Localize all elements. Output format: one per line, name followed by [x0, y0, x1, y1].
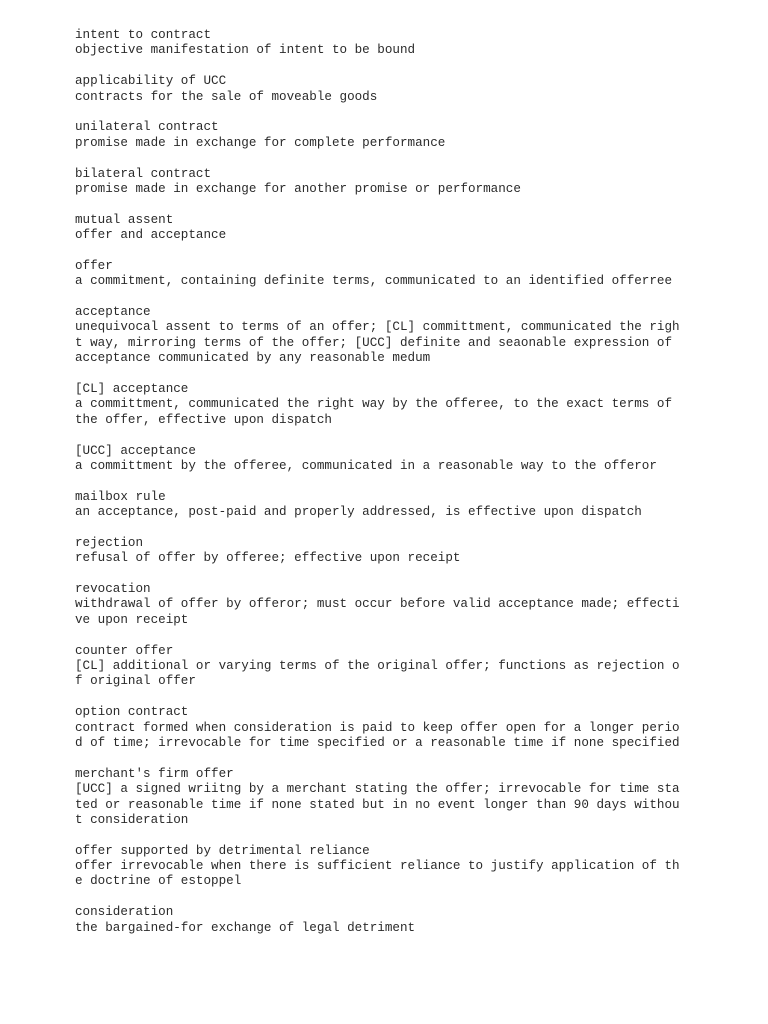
- glossary-entry: [75, 120, 695, 151]
- glossary-entry: [75, 844, 695, 890]
- glossary-entry: [75, 444, 695, 475]
- glossary-entry: [75, 305, 695, 367]
- glossary-entry: [75, 644, 695, 690]
- glossary-definition-line: e doctrine of estoppel: [75, 874, 242, 889]
- glossary-definition-line: offer irrevocable when there is sufficient reliance to justify application of th: [75, 859, 680, 874]
- glossary-definition-line: [UCC] a signed wriitng by a merchant stating the offer; irrevocable for time sta: [75, 782, 680, 797]
- glossary-entry: [75, 382, 695, 428]
- glossary-definition-line: t consideration: [75, 812, 189, 827]
- glossary-entry: [75, 74, 695, 105]
- glossary-definition-line: withdrawal of offer by offeror; must occur before valid acceptance made; effecti: [75, 597, 680, 612]
- glossary-definition-line: the bargained-for exchange of legal detriment: [75, 920, 416, 935]
- glossary-term: [UCC] acceptance: [75, 443, 196, 458]
- glossary-definition-line: offer and acceptance: [75, 228, 227, 243]
- glossary-definition-line: a committment by the offeree, communicated in a reasonable way to the offeror: [75, 458, 657, 473]
- glossary-definition-line: unequivocal assent to terms of an offer; [CL] committment, communicated the righ: [75, 320, 680, 335]
- glossary-entry: [75, 536, 695, 567]
- glossary-definition-line: an acceptance, post-paid and properly addressed, is effective upon dispatch: [75, 505, 642, 520]
- glossary-definition-line: acceptance communicated by any reasonable medum: [75, 351, 431, 366]
- glossary-term: offer: [75, 258, 113, 273]
- glossary-term: consideration: [75, 905, 174, 920]
- glossary-entry: [75, 259, 695, 290]
- glossary-definition-line: t way, mirroring terms of the offer; [UCC] definite and seaonable expression of: [75, 335, 673, 350]
- glossary-term: intent to contract: [75, 28, 212, 42]
- glossary-definition-line: ve upon receipt: [75, 612, 189, 627]
- glossary-term: acceptance: [75, 305, 151, 320]
- glossary-term: rejection: [75, 535, 144, 550]
- glossary-term: option contract: [75, 705, 189, 720]
- glossary-definition-line: a commitment, containing definite terms, communicated to an identified offerree: [75, 274, 673, 289]
- glossary-definition-line: f original offer: [75, 674, 196, 689]
- glossary-definition-line: ted or reasonable time if none stated but in no event longer than 90 days withou: [75, 797, 680, 812]
- glossary-entry: [75, 28, 695, 59]
- glossary-term: bilateral contract: [75, 166, 212, 181]
- glossary-definition-line: contract formed when consideration is paid to keep offer open for a longer perio: [75, 720, 680, 735]
- glossary-definition-line: contracts for the sale of moveable goods: [75, 89, 378, 104]
- glossary-term: unilateral contract: [75, 120, 219, 135]
- glossary-term: mutual assent: [75, 212, 174, 227]
- glossary-entry: [75, 213, 695, 244]
- glossary-term: applicability of UCC: [75, 74, 227, 89]
- glossary-entry: [75, 582, 695, 628]
- glossary-entry: [75, 490, 695, 521]
- glossary-term: revocation: [75, 582, 151, 597]
- glossary-entry: [75, 705, 695, 751]
- glossary-term: mailbox rule: [75, 489, 166, 504]
- glossary-term: merchant's firm offer: [75, 766, 234, 781]
- glossary-definition-line: refusal of offer by offeree; effective upon receipt: [75, 551, 461, 566]
- glossary-entry: [75, 167, 695, 198]
- glossary-definition-line: promise made in exchange for complete performance: [75, 135, 446, 150]
- glossary-definition-line: a committment, communicated the right way by the offeree, to the exact terms of: [75, 397, 673, 412]
- glossary-definition-line: [CL] additional or varying terms of the original offer; functions as rejection o: [75, 659, 680, 674]
- glossary-term: counter offer: [75, 643, 174, 658]
- glossary-entry: [75, 767, 695, 829]
- glossary-term: [CL] acceptance: [75, 381, 189, 396]
- document-page: [75, 28, 695, 951]
- glossary-definition-line: promise made in exchange for another promise or performance: [75, 181, 521, 196]
- glossary-entry: [75, 905, 695, 936]
- glossary-definition-line: d of time; irrevocable for time specified or a reasonable time if none specified: [75, 735, 680, 750]
- glossary-definition-line: the offer, effective upon dispatch: [75, 412, 332, 427]
- glossary-definition-line: objective manifestation of intent to be bound: [75, 43, 416, 58]
- glossary-term: offer supported by detrimental reliance: [75, 843, 370, 858]
